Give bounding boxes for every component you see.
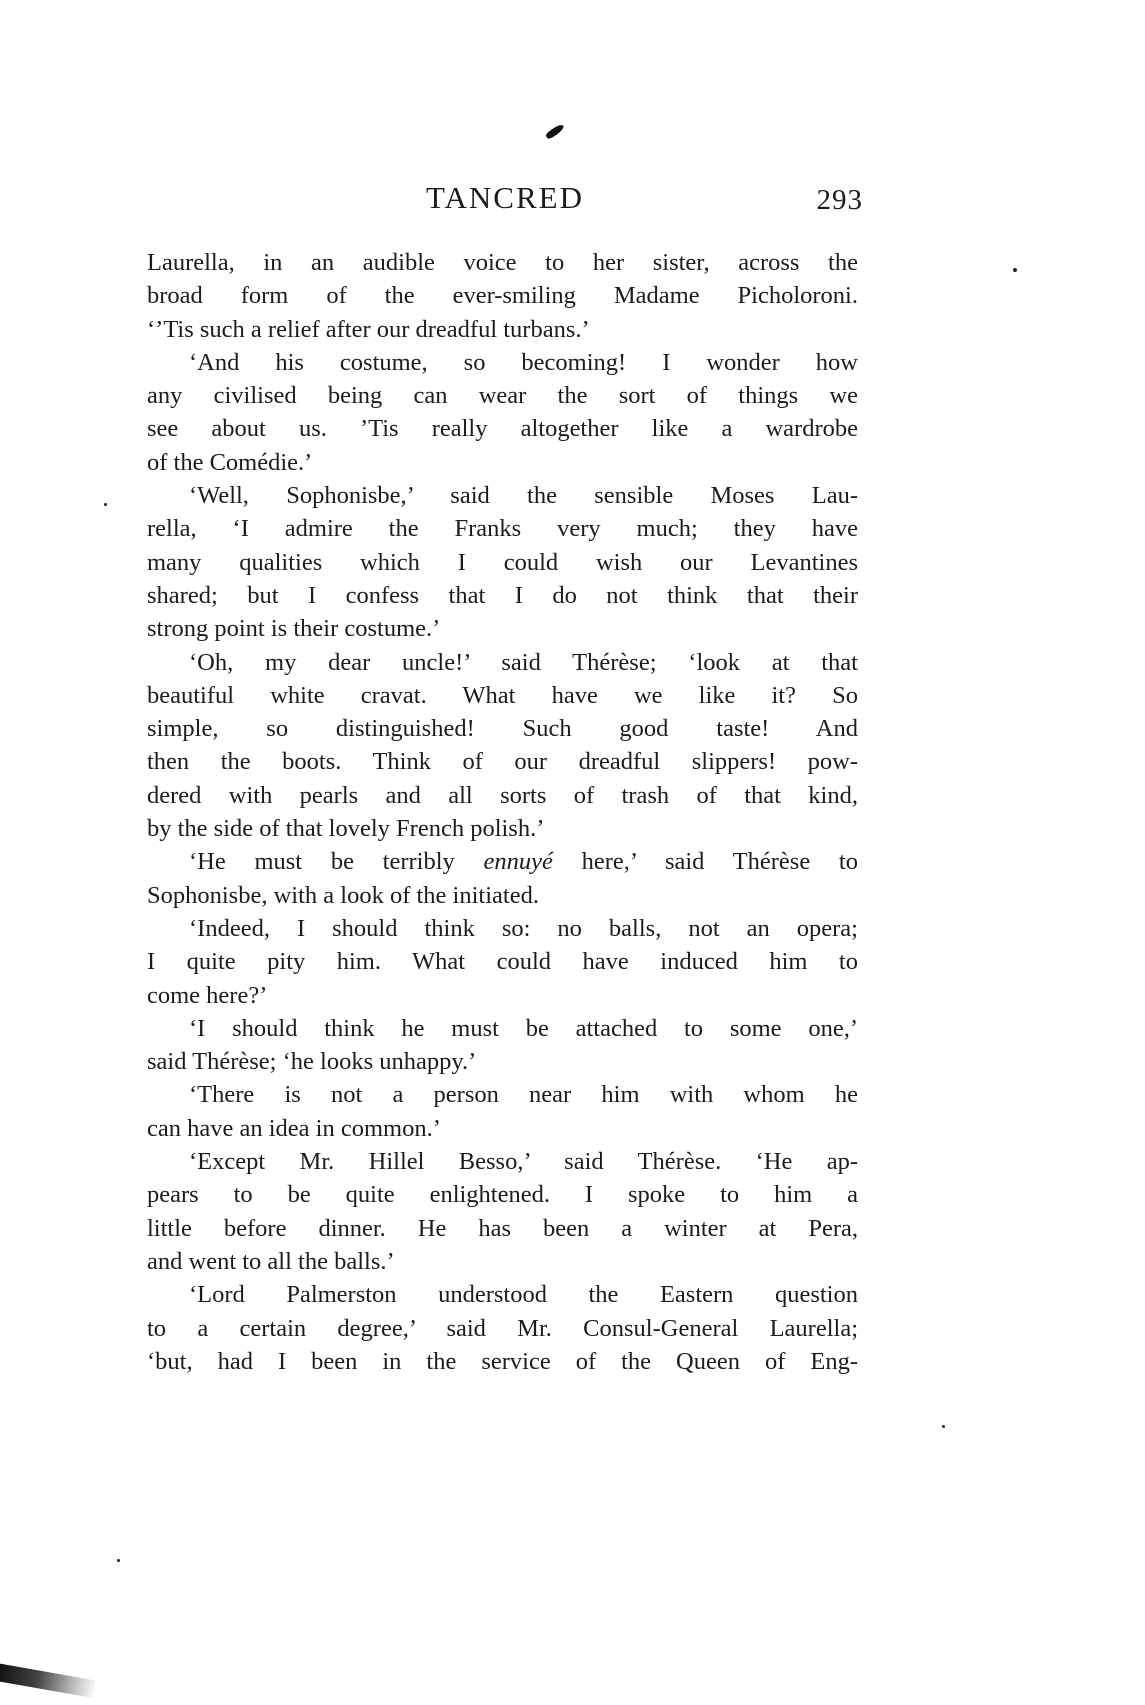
- text-line: can have an idea in common.’: [147, 1114, 441, 1142]
- speck-mark: [942, 1425, 945, 1428]
- text-line: dered with pearls and all sorts of trash of that kind,: [147, 781, 858, 809]
- paragraph-start-line: ‘Well, Sophonisbe,’ said the sensible Moses Lau-: [189, 482, 858, 510]
- speck-mark: [1013, 268, 1017, 272]
- paragraph-start-line: ‘Oh, my dear uncle!’ said Thérèse; ‘look at that: [189, 648, 858, 676]
- text-line: broad form of the ever-smiling Madame Picholoroni.: [147, 282, 858, 310]
- paragraph-start-line: [147, 845, 858, 878]
- text-segment: here,’ said Thérèse to: [552, 848, 858, 876]
- text-line: I quite pity him. What could have induced him to: [147, 948, 858, 976]
- text-line: by the side of that lovely French polish.’: [147, 815, 545, 843]
- paragraph-start-line: ‘Except Mr. Hillel Besso,’ said Thérèse. ‘He ap-: [189, 1148, 858, 1176]
- text-line: simple, so distinguished! Such good taste! And: [147, 715, 858, 743]
- running-title: TANCRED: [426, 180, 584, 215]
- text-line: strong point is their costume.’: [147, 615, 441, 643]
- ink-mark: [545, 123, 565, 140]
- text-line: ‘but, had I been in the service of the Queen of Eng-: [147, 1347, 858, 1375]
- text-line: of the Comédie.’: [147, 448, 313, 476]
- text-line: Sophonisbe, with a look of the initiated.: [147, 881, 539, 909]
- text-line: pears to be quite enlightened. I spoke to him a: [147, 1181, 858, 1209]
- speck-mark: [117, 1559, 120, 1562]
- text-line: see about us. ’Tis really altogether like a wardrobe: [147, 415, 858, 443]
- text-line: many qualities which I could wish our Levantines: [147, 548, 858, 576]
- paragraph-start-line: ‘Lord Palmerston understood the Eastern question: [189, 1281, 858, 1309]
- text-line: little before dinner. He has been a winter at Pera,: [147, 1214, 858, 1242]
- paragraph-start-line: ‘Indeed, I should think so: no balls, not an opera;: [189, 914, 858, 942]
- speck-mark: [104, 503, 107, 506]
- text-line: and went to all the balls.’: [147, 1247, 395, 1275]
- text-line: said Thérèse; ‘he looks unhappy.’: [147, 1048, 477, 1076]
- text-line: beautiful white cravat. What have we like it? So: [147, 681, 858, 709]
- text-line: any civilised being can wear the sort of things we: [147, 382, 858, 410]
- corner-smudge: [0, 1664, 95, 1699]
- italic-word: ennuyé: [483, 848, 553, 876]
- paragraph-start-line: ‘There is not a person near him with whom he: [189, 1081, 858, 1109]
- paragraph-start-line: ‘And his costume, so becoming! I wonder how: [189, 348, 858, 376]
- text-line: to a certain degree,’ said Mr. Consul-General Laurella;: [147, 1314, 858, 1342]
- text-segment: ‘He must be terribly: [189, 848, 484, 876]
- body-text: [147, 246, 858, 1378]
- text-line: ‘’Tis such a relief after our dreadful turbans.’: [147, 315, 590, 343]
- text-line: Laurella, in an audible voice to her sister, across the: [147, 249, 858, 276]
- running-head: [147, 180, 863, 220]
- text-line: rella, ‘I admire the Franks very much; they have: [147, 515, 858, 543]
- text-line: shared; but I confess that I do not think that their: [147, 581, 858, 609]
- text-line: come here?’: [147, 981, 268, 1009]
- paragraph-start-line: ‘I should think he must be attached to some one,’: [189, 1014, 858, 1042]
- text-line: then the boots. Think of our dreadful slippers! pow-: [147, 748, 858, 776]
- page-number: 293: [816, 184, 863, 216]
